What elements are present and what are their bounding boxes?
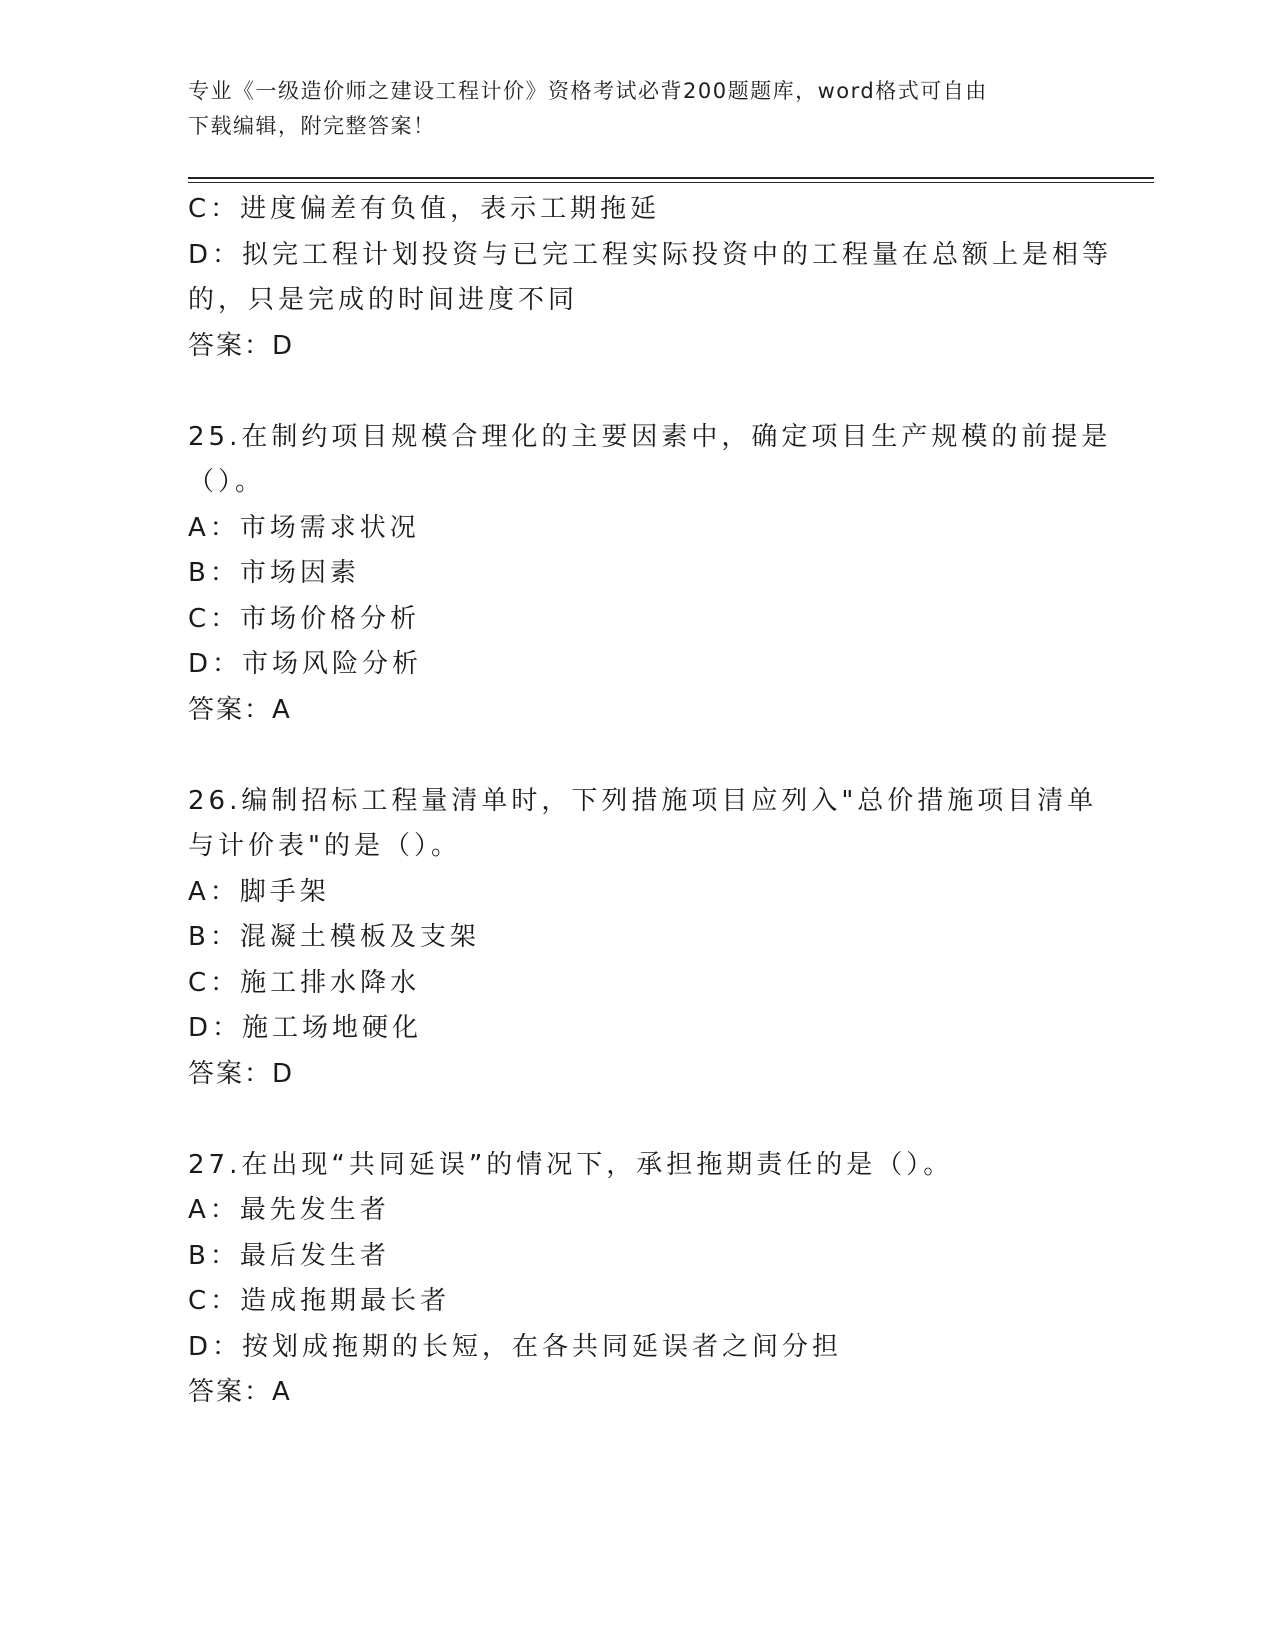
header-line-1: 专业《一级造价师之建设工程计价》资格考试必背200题题库，word格式可自由 — [188, 79, 988, 103]
question-stem-line-1: 25.在制约项目规模合理化的主要因素中，确定项目生产规模的前提是 — [188, 421, 1112, 452]
option-d: D：市场风险分析 — [188, 649, 423, 679]
option-a: A：脚手架 — [188, 876, 330, 907]
option-a: A：最先发生者 — [188, 1195, 390, 1225]
option-d: D：按划成拖期的长短，在各共同延误者之间分担 — [188, 1331, 843, 1362]
question-24-continued — [188, 187, 1113, 369]
spacer — [188, 369, 1088, 415]
document-header — [188, 74, 1068, 144]
question-25 — [188, 415, 1112, 734]
option-c: C：造成拖期最长者 — [188, 1286, 451, 1316]
option-d-line-2: 的，只是完成的时间进度不同 — [188, 285, 579, 315]
option-c: C：市场价格分析 — [188, 603, 421, 634]
answer: 答案：D — [188, 330, 295, 361]
option-d-line-1: D：拟完工程计划投资与已完工程实际投资中的工程量在总额上是相等 — [188, 239, 1113, 270]
header-rule-thick — [188, 177, 1154, 179]
question-27 — [188, 1143, 1088, 1416]
answer: 答案：A — [188, 1377, 292, 1407]
question-list — [188, 187, 1113, 1416]
option-b: B：最后发生者 — [188, 1240, 390, 1271]
question-stem-line-1: 26.编制招标工程量清单时，下列措施项目应列入"总价措施项目清单 — [188, 785, 1098, 816]
answer: 答案：D — [188, 1058, 295, 1089]
spacer — [188, 1097, 1088, 1143]
header-line-2: 下载编辑，附完整答案！ — [188, 114, 436, 138]
spacer — [188, 733, 1088, 779]
option-d: D：施工场地硬化 — [188, 1013, 423, 1043]
header-rule-thin — [188, 182, 1154, 183]
question-stem-line-2: （）。 — [188, 467, 266, 497]
option-b: B：混凝土模板及支架 — [188, 922, 480, 952]
option-b: B：市场因素 — [188, 558, 360, 588]
question-stem-line-2: 与计价表"的是（）。 — [188, 831, 461, 861]
question-26 — [188, 779, 1098, 1098]
option-a: A：市场需求状况 — [188, 512, 420, 543]
option-c: C：进度偏差有负值，表示工期拖延 — [188, 194, 661, 224]
question-stem-line-1: 27.在出现“共同延误”的情况下，承担拖期责任的是（）。 — [188, 1149, 954, 1180]
option-c: C：施工排水降水 — [188, 967, 421, 998]
answer: 答案：A — [188, 694, 292, 725]
